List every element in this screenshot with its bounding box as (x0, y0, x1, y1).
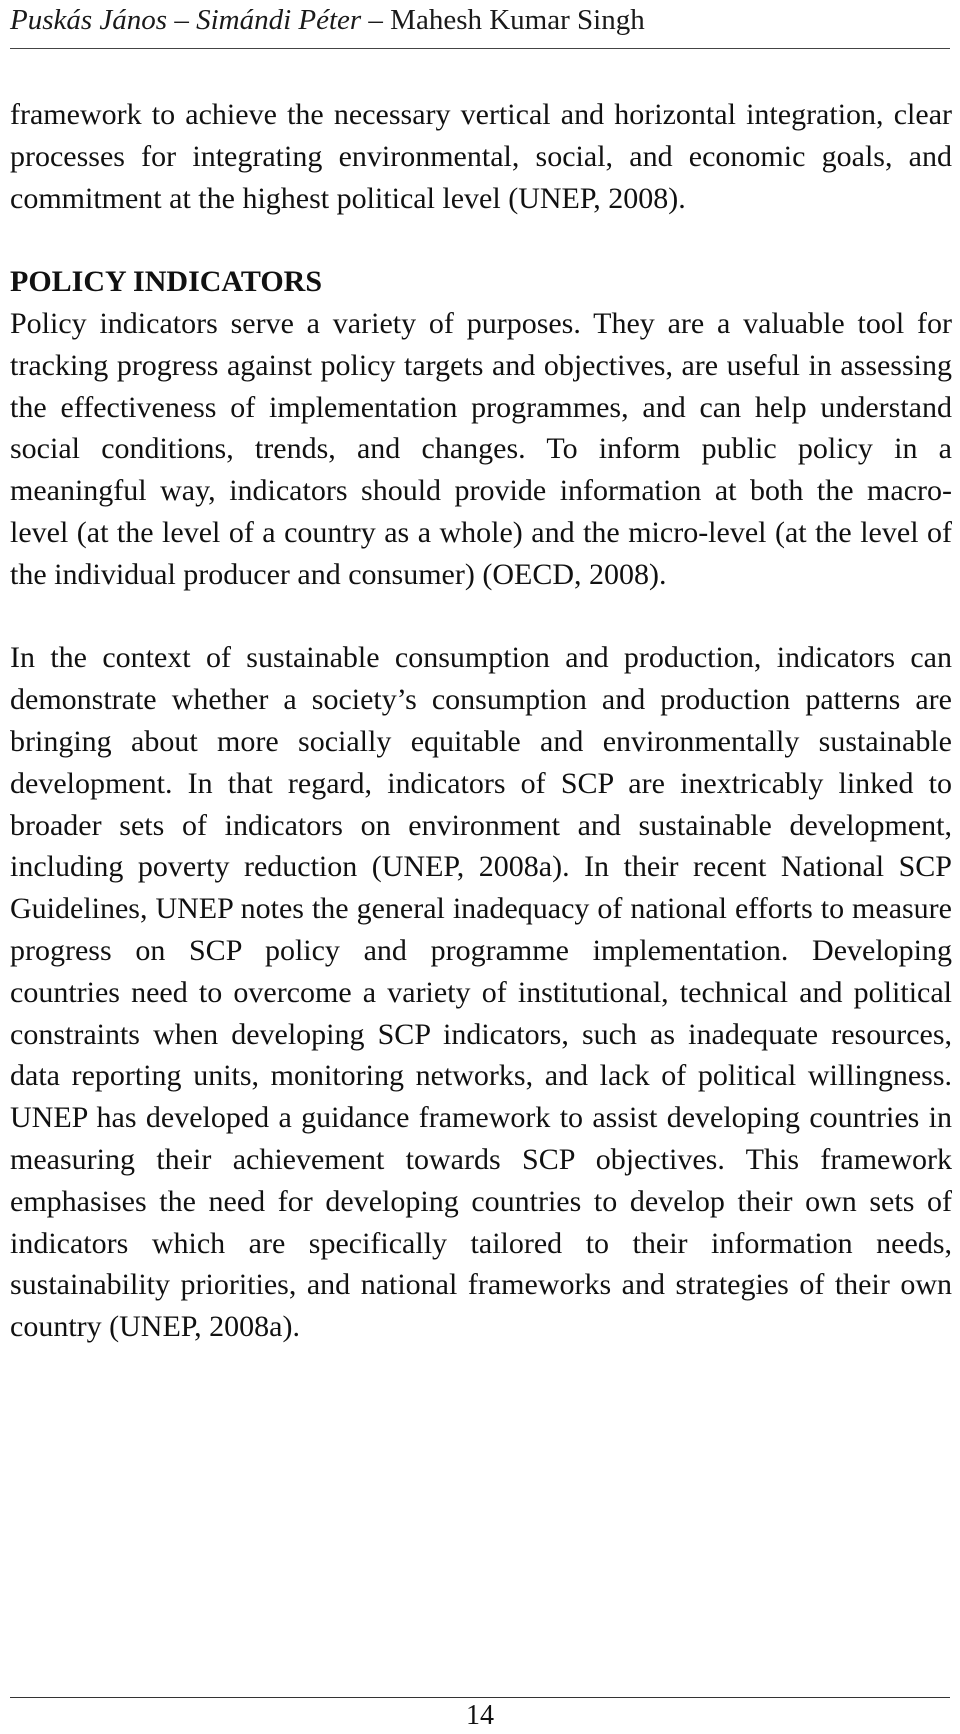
header-coauthor: Mahesh Kumar Singh (390, 4, 645, 36)
page-body (10, 94, 952, 1348)
intro-paragraph: framework to achieve the necessary vertical and horizontal integration, clear processes for integrating environmental, social, and economic goals, and commitment at the highest political level (UNEP, 2008). (10, 98, 952, 215)
running-header (10, 2, 950, 42)
policy-paragraph: Policy indicators serve a variety of purposes. They are a valuable tool for tracking progress against policy targets and objectives, are useful in assessing the effectiveness of implementation programmes, and can help understand social conditions, trends, and changes. To inform public policy in a meaningful way, indicators should provide information at both the macro-level (at the level of a country as a whole) and the micro-level (at the level of the individual producer and consumer) (OECD, 2008). (10, 306, 952, 591)
section-heading: POLICY INDICATORS (10, 265, 322, 299)
scp-paragraph: In the context of sustainable consumption and production, indicators can demonstrate whether a society’s consumption and production patterns are bringing about more socially equitable and environmentally sustainable development. In that regard, indicators of SCP are inextricably linked to broader sets of indicators on environment and sustainable development, including poverty reduction (UNEP, 2008a). In their recent National SCP Guidelines, UNEP notes the general inadequacy of national efforts to measure progress on SCP policy and programme implementation. Developing countries need to overcome a variety of institutional, technical and political constraints when developing SCP indicators, such as inadequate resources, data reporting units, monitoring networks, and lack of political willingness. UNEP has developed a guidance framework to assist developing countries in measuring their achievement towards SCP objectives. This framework emphasises the need for developing countries to develop their own sets of indicators which are specifically tailored to their information needs, sustainability priorities, and national frameworks and strategies of their own country (UNEP, 2008a). (10, 641, 952, 1344)
footer-divider (10, 1697, 950, 1698)
page-number: 14 (466, 1700, 494, 1731)
header-divider (10, 48, 950, 49)
header-authors: Puskás János – Simándi Péter – (10, 4, 383, 36)
